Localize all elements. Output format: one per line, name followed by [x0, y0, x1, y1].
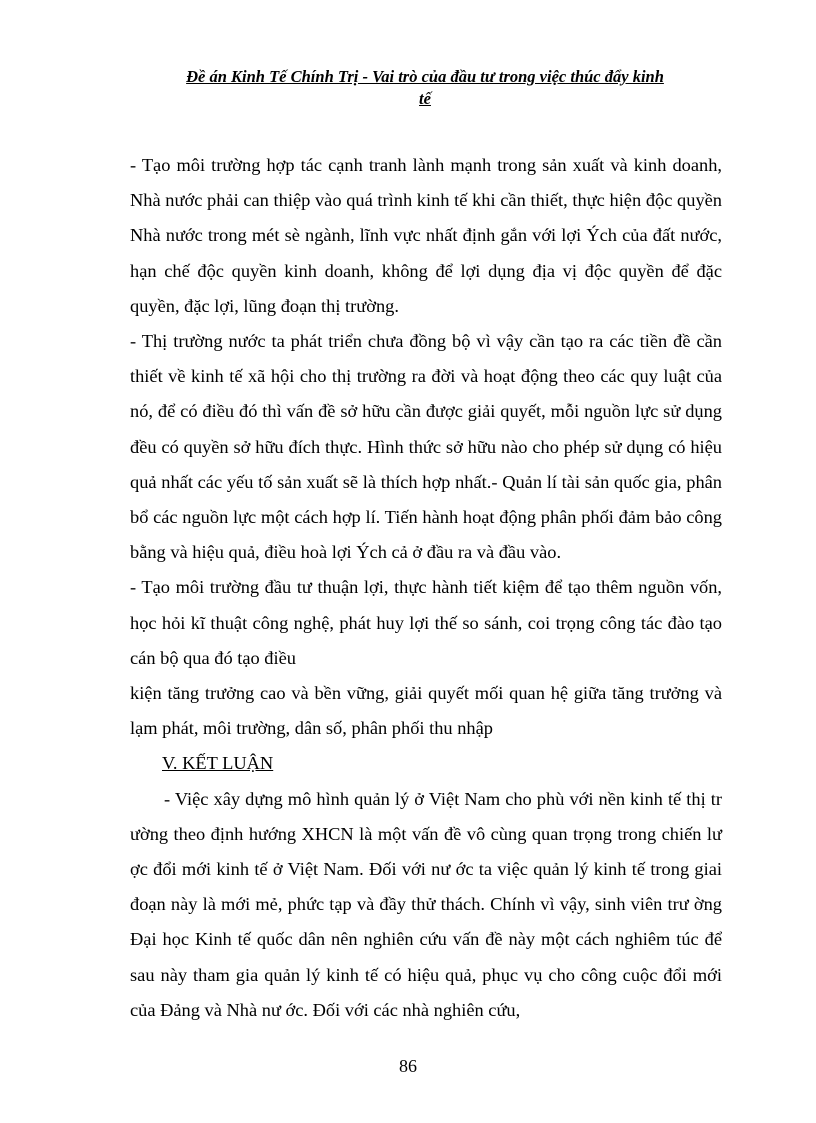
- header-title-line1: Đề án Kinh Tế Chính Trị - Vai trò của đầu tư trong việc thúc đẩy kinh: [186, 67, 664, 86]
- document-body: [130, 148, 722, 1028]
- page-header: [130, 66, 720, 110]
- paragraph-competition: - Tạo môi trường hợp tác cạnh tranh lành mạnh trong sản xuất và kinh doanh, Nhà nước phải can thiệp vào quá trình kinh tế khi cần thiết, thực hiện độc quyền Nhà nước trong mét sè ngành, lĩnh vực nhất định gắn với lợi Ých của đất nước, hạn chế độc quyền kinh doanh, không để lợi dụng địa vị độc quyền để đặc quyền, đặc lợi, lũng đoạn thị trường.: [130, 155, 722, 316]
- header-title-line2: tế: [419, 89, 431, 108]
- page-number: 86: [399, 1056, 417, 1076]
- paragraph-growth-conditions: kiện tăng trưởng cao và bền vững, giải quyết mối quan hệ giữa tăng trưởng và lạm phát, môi trường, dân số, phân phối thu nhập: [130, 683, 722, 739]
- paragraph-market-development: - Thị trường nước ta phát triển chưa đồng bộ vì vậy cần tạo ra các tiền đề cần thiết về kinh tế xã hội cho thị trường ra đời và hoạt động theo các quy luật của nó, để có điều đó thì vấn đề sở hữu cần được giải quyết, mỗi nguồn lực sử dụng đều có quyền sở hữu đích thực. Hình thức sở hữu nào cho phép sử dụng có hiệu quả nhất các yếu tố sản xuất sẽ là thích hợp nhất.- Quản lí tài sản quốc gia, phân bổ các nguồn lực một cách hợp lí. Tiến hành hoạt động phân phối đảm bảo công bằng và hiệu quả, điều hoà lợi Ých cả ở đầu ra và đầu vào.: [130, 331, 722, 563]
- paragraph-investment-environment: - Tạo môi trường đầu tư thuận lợi, thực hành tiết kiệm để tạo thêm nguồn vốn, học hỏi kĩ thuật công nghệ, phát huy lợi thế so sánh, coi trọng công tác đào tạo cán bộ qua đó tạo điều: [130, 577, 722, 668]
- section-heading-conclusion: V. KẾT LUẬN: [162, 753, 274, 774]
- paragraph-conclusion: - Việc xây dựng mô hình quản lý ở Việt Nam cho phù với nền kinh tế thị tr ường theo định hướng XHCN là một vấn đề vô cùng quan trọng trong chiến lư ợc đổi mới kinh tế ở Việt Nam. Đối với nư ớc ta việc quản lý kinh tế trong giai đoạn này là mới mẻ, phức tạp và đầy thử thách. Chính vì vậy, sinh viên trư ờng Đại học Kinh tế quốc dân nên nghiên cứu vấn đề này một cách nghiêm túc để sau này tham gia quản lý kinh tế có hiệu quả, phục vụ cho công cuộc đổi mới của Đảng và Nhà nư ớc. Đối với các nhà nghiên cứu,: [130, 788, 722, 1020]
